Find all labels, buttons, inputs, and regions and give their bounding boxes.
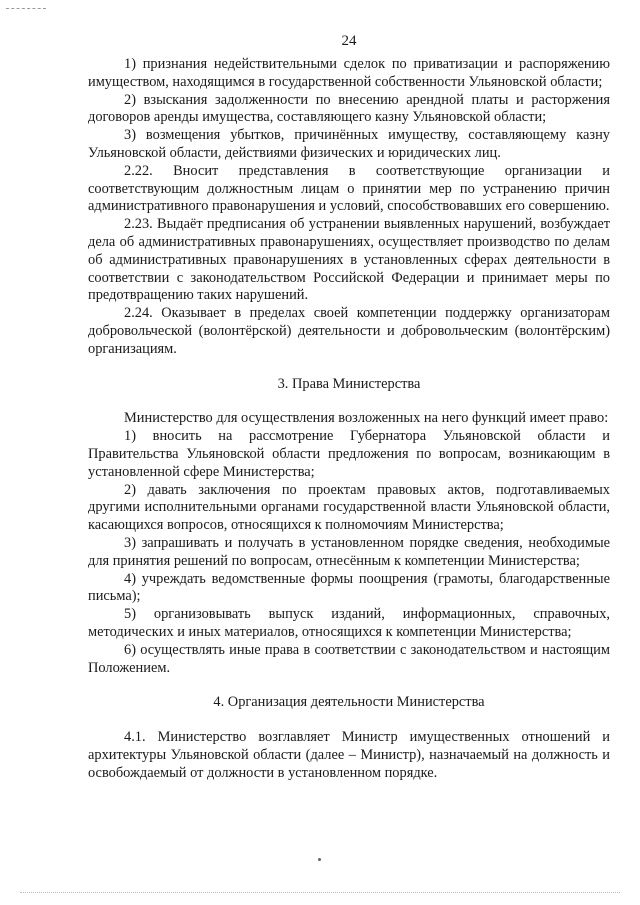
paragraph-2-24: 2.24. Оказывает в пределах своей компетенции поддержку организаторам добровольческой (волонтёрской) деятельности и добровольческим (волонтёрским) организациям. bbox=[88, 305, 610, 357]
rights-intro: Министерство для осуществления возложенных на него функций имеет право: bbox=[124, 410, 609, 427]
paragraph-4-1: 4.1. Министерство возглавляет Министр имущественных отношений и архитектуры Ульяновской области (далее – Министр), назначаемый на должность и освобождаемый от должности в установленном порядке. bbox=[88, 729, 610, 781]
scan-bottom-edge bbox=[20, 892, 620, 893]
document-body bbox=[88, 56, 610, 782]
paragraph-2-23: 2.23. Выдаёт предписания об устранении выявленных нарушений, возбуждает дела об административных правонарушениях, осуществляет производство по делам об административных правонарушениях в установленных сферах деятельности в соответствии с законодательством Российской Федерации и принимает меры по предотвращению таких нарушений. bbox=[88, 216, 610, 304]
right-1: 1) вносить на рассмотрение Губернатора Ульяновской области и Правительства Ульяновской области предложения по вопросам, возникающим в установленной сфере Министерства; bbox=[88, 428, 610, 480]
right-4: 4) учреждать ведомственные формы поощрения (грамоты, благодарственные письма); bbox=[88, 570, 610, 605]
paragraph-2-22: 2.22. Вносит представления в соответствующие организации и соответствующим должностным лицам о принятии мер по устранению причин административного правонарушения и условий, способствовавших его совершению. bbox=[88, 162, 610, 215]
scan-corner-mark bbox=[6, 8, 46, 9]
right-5: 5) организовывать выпуск изданий, информационных, справочных, методических и иных материалов, относящихся к компетенции Министерства; bbox=[88, 606, 610, 640]
paragraph-2: 2) взыскания задолженности по внесению арендной платы и расторжения договоров аренды имущества, составляющего казну Ульяновской области; bbox=[88, 91, 610, 126]
right-2: 2) давать заключения по проектам правовых актов, подготавливаемых другими исполнительными органами государственной власти Ульяновской области, касающихся вопросов, относящихся к полномочиям Министерства; bbox=[88, 481, 610, 534]
right-3: 3) запрашивать и получать в установленном порядке сведения, необходимые для принятия решений по вопросам, отнесённым к компетенции Министерства; bbox=[88, 534, 610, 569]
section-heading-4: 4. Организация деятельности Министерства bbox=[213, 694, 485, 711]
right-6: 6) осуществлять иные права в соответствии с законодательством и настоящим Положением. bbox=[88, 641, 610, 676]
page-number: 24 bbox=[341, 33, 357, 49]
paragraph-3: 3) возмещения убытков, причинённых имуществу, составляющему казну Ульяновской области, действиями физических и юридических лиц. bbox=[88, 127, 610, 161]
scan-speck bbox=[318, 858, 321, 861]
paragraph-1: 1) признания недействительными сделок по приватизации и распоряжению имуществом, находящимся в государственной собственности Ульяновской области; bbox=[88, 56, 610, 90]
section-heading-3: 3. Права Министерства bbox=[277, 375, 421, 392]
